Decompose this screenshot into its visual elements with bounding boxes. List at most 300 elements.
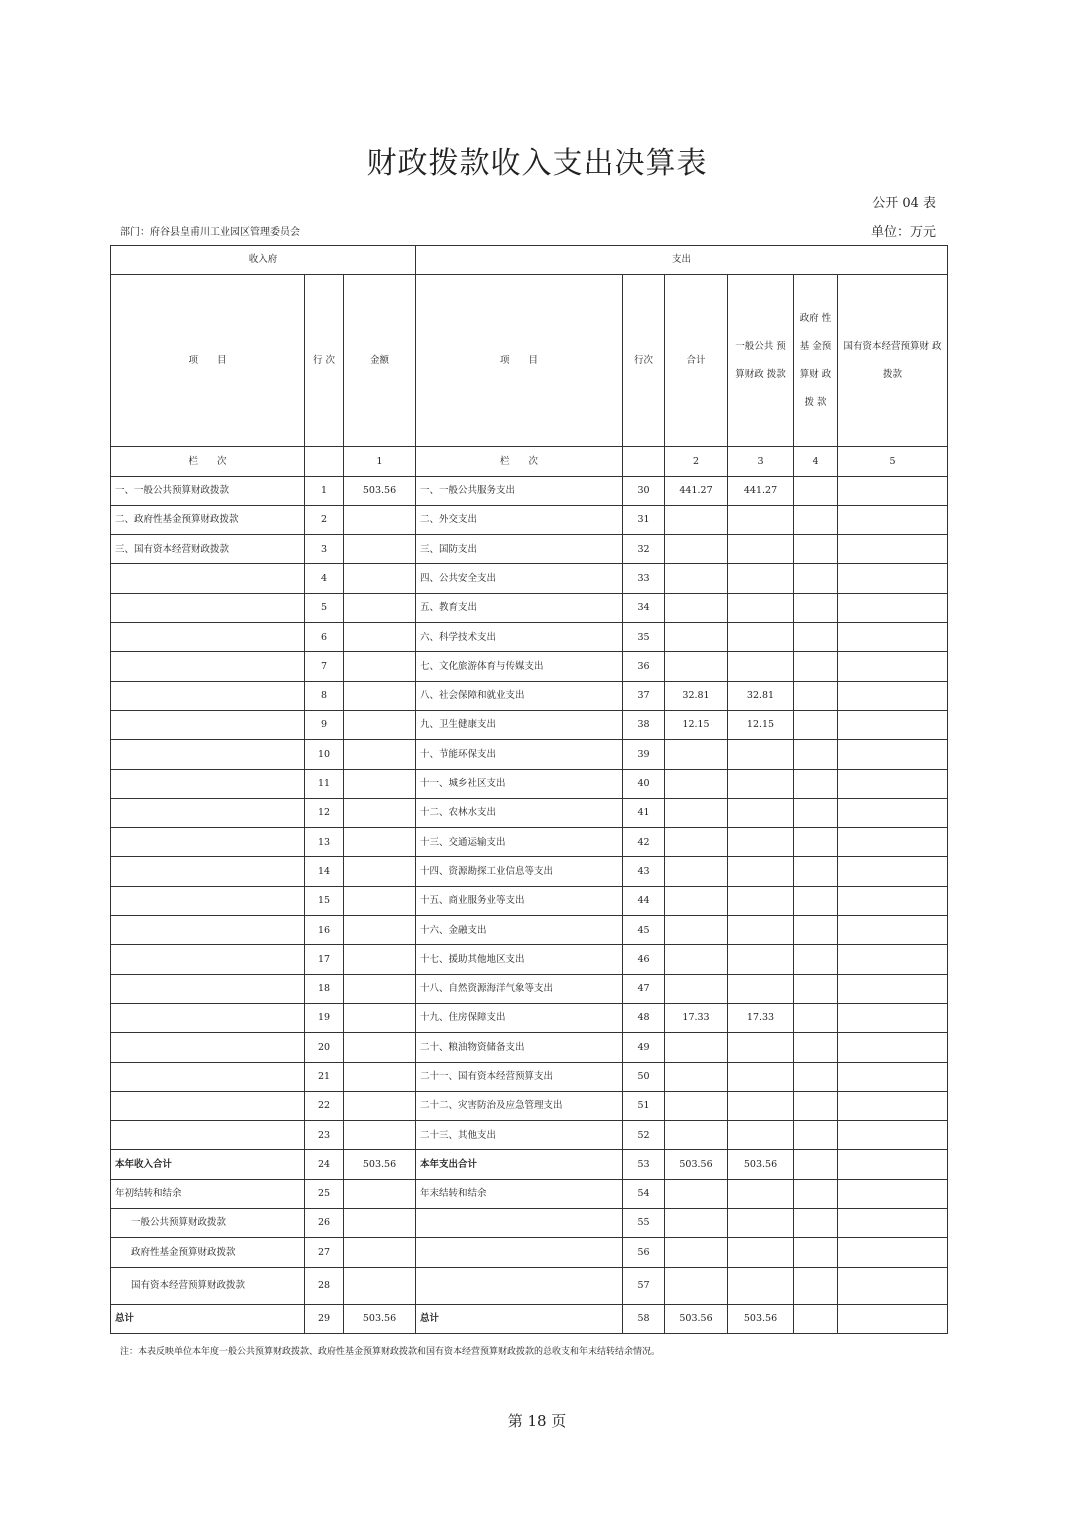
expense-general	[728, 916, 794, 945]
expense-row-no: 46	[623, 945, 665, 974]
expense-item-header: 项 目	[416, 275, 623, 447]
table-row	[111, 1238, 948, 1267]
income-item: 总计	[111, 1304, 305, 1333]
expense-row-no: 38	[623, 710, 665, 739]
income-amount	[344, 535, 416, 564]
expense-fund	[794, 1238, 838, 1267]
income-amount	[344, 623, 416, 652]
expense-item: 二十一、国有资本经营预算支出	[416, 1062, 623, 1091]
expense-fund	[794, 974, 838, 1003]
table-row	[111, 623, 948, 652]
income-row-no: 2	[305, 505, 344, 534]
expense-fund	[794, 798, 838, 827]
expense-row-no: 43	[623, 857, 665, 886]
income-amount: 503.56	[344, 476, 416, 505]
income-item	[111, 710, 305, 739]
expense-item: 八、社会保障和就业支出	[416, 681, 623, 710]
table-row	[111, 1121, 948, 1150]
income-amount	[344, 505, 416, 534]
footnote: 注：本表反映单位本年度一般公共预算财政拨款、政府性基金预算财政拨款和国有资本经营预算财政拨款的总收支和年末结转结余情况。	[120, 1347, 661, 1357]
expense-general	[728, 828, 794, 857]
expense-fund	[794, 916, 838, 945]
expense-fund	[794, 505, 838, 534]
table-row	[111, 769, 948, 798]
income-item	[111, 974, 305, 1003]
income-item	[111, 564, 305, 593]
expense-state	[838, 681, 948, 710]
expense-state	[838, 564, 948, 593]
expense-item: 十八、自然资源海洋气象等支出	[416, 974, 623, 1003]
expense-item: 十、节能环保支出	[416, 740, 623, 769]
expense-total	[665, 974, 728, 1003]
expense-total	[665, 798, 728, 827]
income-row-no: 7	[305, 652, 344, 681]
expense-fund	[794, 1062, 838, 1091]
expense-total	[665, 857, 728, 886]
expense-total	[665, 769, 728, 798]
column-label-2: 栏 次	[416, 447, 623, 476]
income-amount	[344, 1238, 416, 1267]
expense-item: 二十二、灾害防治及应急管理支出	[416, 1091, 623, 1120]
expense-item: 四、公共安全支出	[416, 564, 623, 593]
expense-total	[665, 623, 728, 652]
income-amount	[344, 1121, 416, 1150]
expense-item: 一、一般公共服务支出	[416, 476, 623, 505]
expense-fund	[794, 945, 838, 974]
table-row	[111, 740, 948, 769]
table-row	[111, 652, 948, 681]
expense-item: 二十、粮油物资储备支出	[416, 1033, 623, 1062]
expense-general	[728, 623, 794, 652]
expense-fund	[794, 564, 838, 593]
expense-item: 十六、金融支出	[416, 916, 623, 945]
expense-row-no: 49	[623, 1033, 665, 1062]
expense-row-no: 50	[623, 1062, 665, 1091]
income-item: 年初结转和结余	[111, 1179, 305, 1208]
expense-row-no: 39	[623, 740, 665, 769]
expense-row-no: 44	[623, 886, 665, 915]
expense-row-no: 30	[623, 476, 665, 505]
expense-total	[665, 1091, 728, 1120]
expense-item: 年末结转和结余	[416, 1179, 623, 1208]
table-row	[111, 916, 948, 945]
table-row	[111, 1179, 948, 1208]
expense-total	[665, 886, 728, 915]
expense-fund	[794, 476, 838, 505]
expense-state	[838, 593, 948, 622]
expense-total	[665, 1179, 728, 1208]
expense-general	[728, 945, 794, 974]
expense-general	[728, 1091, 794, 1120]
expense-fund	[794, 769, 838, 798]
expense-total	[665, 593, 728, 622]
income-item: 一般公共预算财政拨款	[111, 1209, 305, 1238]
expense-total: 503.56	[665, 1304, 728, 1333]
income-row-no: 26	[305, 1209, 344, 1238]
income-item	[111, 1121, 305, 1150]
expense-fund	[794, 1121, 838, 1150]
expense-general	[728, 1179, 794, 1208]
expense-general: 17.33	[728, 1003, 794, 1032]
income-item	[111, 769, 305, 798]
table-row	[111, 710, 948, 739]
income-amount	[344, 593, 416, 622]
table-row	[111, 1267, 948, 1304]
expense-fund	[794, 1304, 838, 1333]
expense-item: 三、国防支出	[416, 535, 623, 564]
expense-row-no: 53	[623, 1150, 665, 1179]
table-row	[111, 1150, 948, 1179]
expense-fund	[794, 1033, 838, 1062]
expense-item: 十九、住房保障支出	[416, 1003, 623, 1032]
expense-row-no: 36	[623, 652, 665, 681]
expense-fund	[794, 681, 838, 710]
income-row-no: 24	[305, 1150, 344, 1179]
income-item	[111, 798, 305, 827]
expense-fund	[794, 652, 838, 681]
income-row-no: 12	[305, 798, 344, 827]
expense-row-no: 52	[623, 1121, 665, 1150]
expense-total	[665, 945, 728, 974]
expense-item: 二、外交支出	[416, 505, 623, 534]
expense-general	[728, 593, 794, 622]
income-header: 收入府	[111, 246, 416, 275]
income-item	[111, 652, 305, 681]
income-row-no: 16	[305, 916, 344, 945]
expense-item: 五、教育支出	[416, 593, 623, 622]
income-row-no: 29	[305, 1304, 344, 1333]
income-amount	[344, 916, 416, 945]
table-row	[111, 593, 948, 622]
expense-item: 六、科学技术支出	[416, 623, 623, 652]
income-amount	[344, 1062, 416, 1091]
expense-header: 支出	[416, 246, 948, 275]
expense-fund	[794, 1267, 838, 1304]
expense-general	[728, 1033, 794, 1062]
expense-general	[728, 1267, 794, 1304]
expense-row-no: 42	[623, 828, 665, 857]
income-amount-header: 金额	[344, 275, 416, 447]
expense-state	[838, 1267, 948, 1304]
expense-state	[838, 476, 948, 505]
income-amount	[344, 1267, 416, 1304]
expense-general	[728, 564, 794, 593]
column-label: 栏 次	[111, 447, 305, 476]
expense-item	[416, 1267, 623, 1304]
expense-fund	[794, 857, 838, 886]
expense-total: 32.81	[665, 681, 728, 710]
expense-state	[838, 710, 948, 739]
expense-total	[665, 1238, 728, 1267]
table-row	[111, 945, 948, 974]
expense-fund	[794, 828, 838, 857]
expense-state	[838, 1062, 948, 1091]
expense-state	[838, 1091, 948, 1120]
expense-general	[728, 974, 794, 1003]
form-number: 公开 04 表	[872, 196, 936, 211]
income-amount	[344, 710, 416, 739]
expense-row-no: 32	[623, 535, 665, 564]
income-item	[111, 857, 305, 886]
table-row	[111, 476, 948, 505]
expense-general: 12.15	[728, 710, 794, 739]
income-amount	[344, 769, 416, 798]
expense-state	[838, 740, 948, 769]
expense-state	[838, 1304, 948, 1333]
income-row-no: 20	[305, 1033, 344, 1062]
department-label: 部门：府谷县皇甫川工业园区管理委员会	[120, 227, 300, 238]
income-row-no: 27	[305, 1238, 344, 1267]
unit-label: 单位：万元	[870, 225, 936, 240]
expense-state	[838, 1238, 948, 1267]
income-row-no: 25	[305, 1179, 344, 1208]
income-item	[111, 740, 305, 769]
expense-total	[665, 1209, 728, 1238]
income-amount	[344, 1209, 416, 1238]
expense-state	[838, 1033, 948, 1062]
expense-state	[838, 1121, 948, 1150]
expense-fund	[794, 1091, 838, 1120]
column-2: 2	[665, 447, 728, 476]
expense-total: 12.15	[665, 710, 728, 739]
income-row-no: 8	[305, 681, 344, 710]
expense-total	[665, 828, 728, 857]
expense-general	[728, 1121, 794, 1150]
income-amount	[344, 798, 416, 827]
income-item	[111, 1062, 305, 1091]
income-amount	[344, 740, 416, 769]
column-4: 4	[794, 447, 838, 476]
table-row	[111, 535, 948, 564]
empty-cell	[305, 447, 344, 476]
expense-general: 503.56	[728, 1150, 794, 1179]
expense-state	[838, 798, 948, 827]
income-row-no: 14	[305, 857, 344, 886]
expense-item: 十三、交通运输支出	[416, 828, 623, 857]
expense-fund-header: 政府 性基 金预 算财 政拨 款	[794, 275, 838, 447]
expense-row-no: 54	[623, 1179, 665, 1208]
table-row	[111, 798, 948, 827]
income-item	[111, 593, 305, 622]
column-5: 5	[838, 447, 948, 476]
expense-general	[728, 886, 794, 915]
income-amount	[344, 681, 416, 710]
expense-fund	[794, 593, 838, 622]
expense-row-no: 58	[623, 1304, 665, 1333]
income-row-no: 28	[305, 1267, 344, 1304]
table-row	[111, 886, 948, 915]
income-amount	[344, 857, 416, 886]
income-row-no: 3	[305, 535, 344, 564]
income-row-no: 11	[305, 769, 344, 798]
expense-state-header: 国有资本经营预算财 政拨款	[838, 275, 948, 447]
expense-general	[728, 1062, 794, 1091]
expense-general-header: 一般公共 预算财政 拨款	[728, 275, 794, 447]
table-row	[111, 1003, 948, 1032]
table-row	[111, 1209, 948, 1238]
income-item	[111, 1033, 305, 1062]
income-amount	[344, 974, 416, 1003]
expense-state	[838, 916, 948, 945]
expense-fund	[794, 1150, 838, 1179]
income-item	[111, 828, 305, 857]
income-row-no: 17	[305, 945, 344, 974]
expense-state	[838, 1150, 948, 1179]
expense-general	[728, 505, 794, 534]
expense-state	[838, 652, 948, 681]
expense-rowno-header: 行次	[623, 275, 665, 447]
table-row	[111, 1091, 948, 1120]
expense-total	[665, 740, 728, 769]
expense-fund	[794, 623, 838, 652]
income-row-no: 9	[305, 710, 344, 739]
expense-item: 十五、商业服务业等支出	[416, 886, 623, 915]
expense-total: 503.56	[665, 1150, 728, 1179]
expense-item	[416, 1209, 623, 1238]
table-row	[111, 857, 948, 886]
expense-general	[728, 652, 794, 681]
income-amount	[344, 945, 416, 974]
expense-row-no: 45	[623, 916, 665, 945]
expense-row-no: 57	[623, 1267, 665, 1304]
expense-fund	[794, 740, 838, 769]
expense-state	[838, 623, 948, 652]
expense-row-no: 51	[623, 1091, 665, 1120]
table-row	[111, 1062, 948, 1091]
expense-row-no: 56	[623, 1238, 665, 1267]
income-rowno-header: 行 次	[305, 275, 344, 447]
income-item: 国有资本经营预算财政拨款	[111, 1267, 305, 1304]
income-amount	[344, 1033, 416, 1062]
income-item-header: 项 目	[111, 275, 305, 447]
income-amount: 503.56	[344, 1150, 416, 1179]
income-row-no: 15	[305, 886, 344, 915]
expense-general: 503.56	[728, 1304, 794, 1333]
income-item: 二、政府性基金预算财政拨款	[111, 505, 305, 534]
expense-general	[728, 1238, 794, 1267]
expense-total	[665, 564, 728, 593]
expense-state	[838, 1179, 948, 1208]
expense-general	[728, 535, 794, 564]
income-amount	[344, 1091, 416, 1120]
expense-total-header: 合计	[665, 275, 728, 447]
income-item	[111, 886, 305, 915]
expense-general	[728, 798, 794, 827]
income-item: 一、一般公共预算财政拨款	[111, 476, 305, 505]
expense-state	[838, 1209, 948, 1238]
table-row	[111, 974, 948, 1003]
expense-fund	[794, 1209, 838, 1238]
income-item	[111, 623, 305, 652]
expense-state	[838, 828, 948, 857]
expense-row-no: 33	[623, 564, 665, 593]
expense-row-no: 55	[623, 1209, 665, 1238]
income-amount	[344, 564, 416, 593]
table-row	[111, 828, 948, 857]
expense-item: 总计	[416, 1304, 623, 1333]
income-row-no: 10	[305, 740, 344, 769]
income-amount	[344, 886, 416, 915]
expense-state	[838, 886, 948, 915]
expense-total	[665, 1121, 728, 1150]
expense-row-no: 48	[623, 1003, 665, 1032]
income-amount	[344, 828, 416, 857]
expense-state	[838, 769, 948, 798]
income-item	[111, 1003, 305, 1032]
expense-state	[838, 857, 948, 886]
expense-total	[665, 1062, 728, 1091]
expense-fund	[794, 1003, 838, 1032]
income-item	[111, 916, 305, 945]
table-row	[111, 1033, 948, 1062]
expense-state	[838, 535, 948, 564]
expense-row-no: 47	[623, 974, 665, 1003]
expense-total	[665, 535, 728, 564]
income-item: 本年收入合计	[111, 1150, 305, 1179]
expense-total	[665, 1033, 728, 1062]
expense-total	[665, 916, 728, 945]
expense-total: 17.33	[665, 1003, 728, 1032]
expense-general: 32.81	[728, 681, 794, 710]
page-number: 第 18 页	[507, 1412, 567, 1430]
expense-item: 十二、农林水支出	[416, 798, 623, 827]
income-row-no: 19	[305, 1003, 344, 1032]
expense-state	[838, 974, 948, 1003]
expense-row-no: 34	[623, 593, 665, 622]
expense-general	[728, 857, 794, 886]
income-row-no: 13	[305, 828, 344, 857]
expense-fund	[794, 1179, 838, 1208]
expense-general	[728, 1209, 794, 1238]
income-item	[111, 945, 305, 974]
expense-item: 十一、城乡社区支出	[416, 769, 623, 798]
expense-fund	[794, 710, 838, 739]
expense-row-no: 41	[623, 798, 665, 827]
income-item	[111, 681, 305, 710]
income-row-no: 22	[305, 1091, 344, 1120]
income-row-no: 18	[305, 974, 344, 1003]
expense-item: 九、卫生健康支出	[416, 710, 623, 739]
income-row-no: 23	[305, 1121, 344, 1150]
income-row-no: 21	[305, 1062, 344, 1091]
income-amount	[344, 1003, 416, 1032]
table-row	[111, 1304, 948, 1333]
expense-state	[838, 505, 948, 534]
income-row-no: 5	[305, 593, 344, 622]
income-item: 政府性基金预算财政拨款	[111, 1238, 305, 1267]
expense-item: 七、文化旅游体育与传媒支出	[416, 652, 623, 681]
income-item: 三、国有资本经营财政拨款	[111, 535, 305, 564]
expense-general	[728, 769, 794, 798]
expense-row-no: 31	[623, 505, 665, 534]
expense-item: 二十三、其他支出	[416, 1121, 623, 1150]
expense-total: 441.27	[665, 476, 728, 505]
expense-row-no: 40	[623, 769, 665, 798]
expense-total	[665, 1267, 728, 1304]
table-row	[111, 681, 948, 710]
expense-fund	[794, 886, 838, 915]
table-row	[111, 505, 948, 534]
income-item	[111, 1091, 305, 1120]
fiscal-table	[110, 245, 948, 1334]
expense-general	[728, 740, 794, 769]
income-row-no: 6	[305, 623, 344, 652]
empty-cell	[623, 447, 665, 476]
expense-item: 本年支出合计	[416, 1150, 623, 1179]
income-row-no: 1	[305, 476, 344, 505]
income-amount	[344, 652, 416, 681]
income-amount: 503.56	[344, 1304, 416, 1333]
